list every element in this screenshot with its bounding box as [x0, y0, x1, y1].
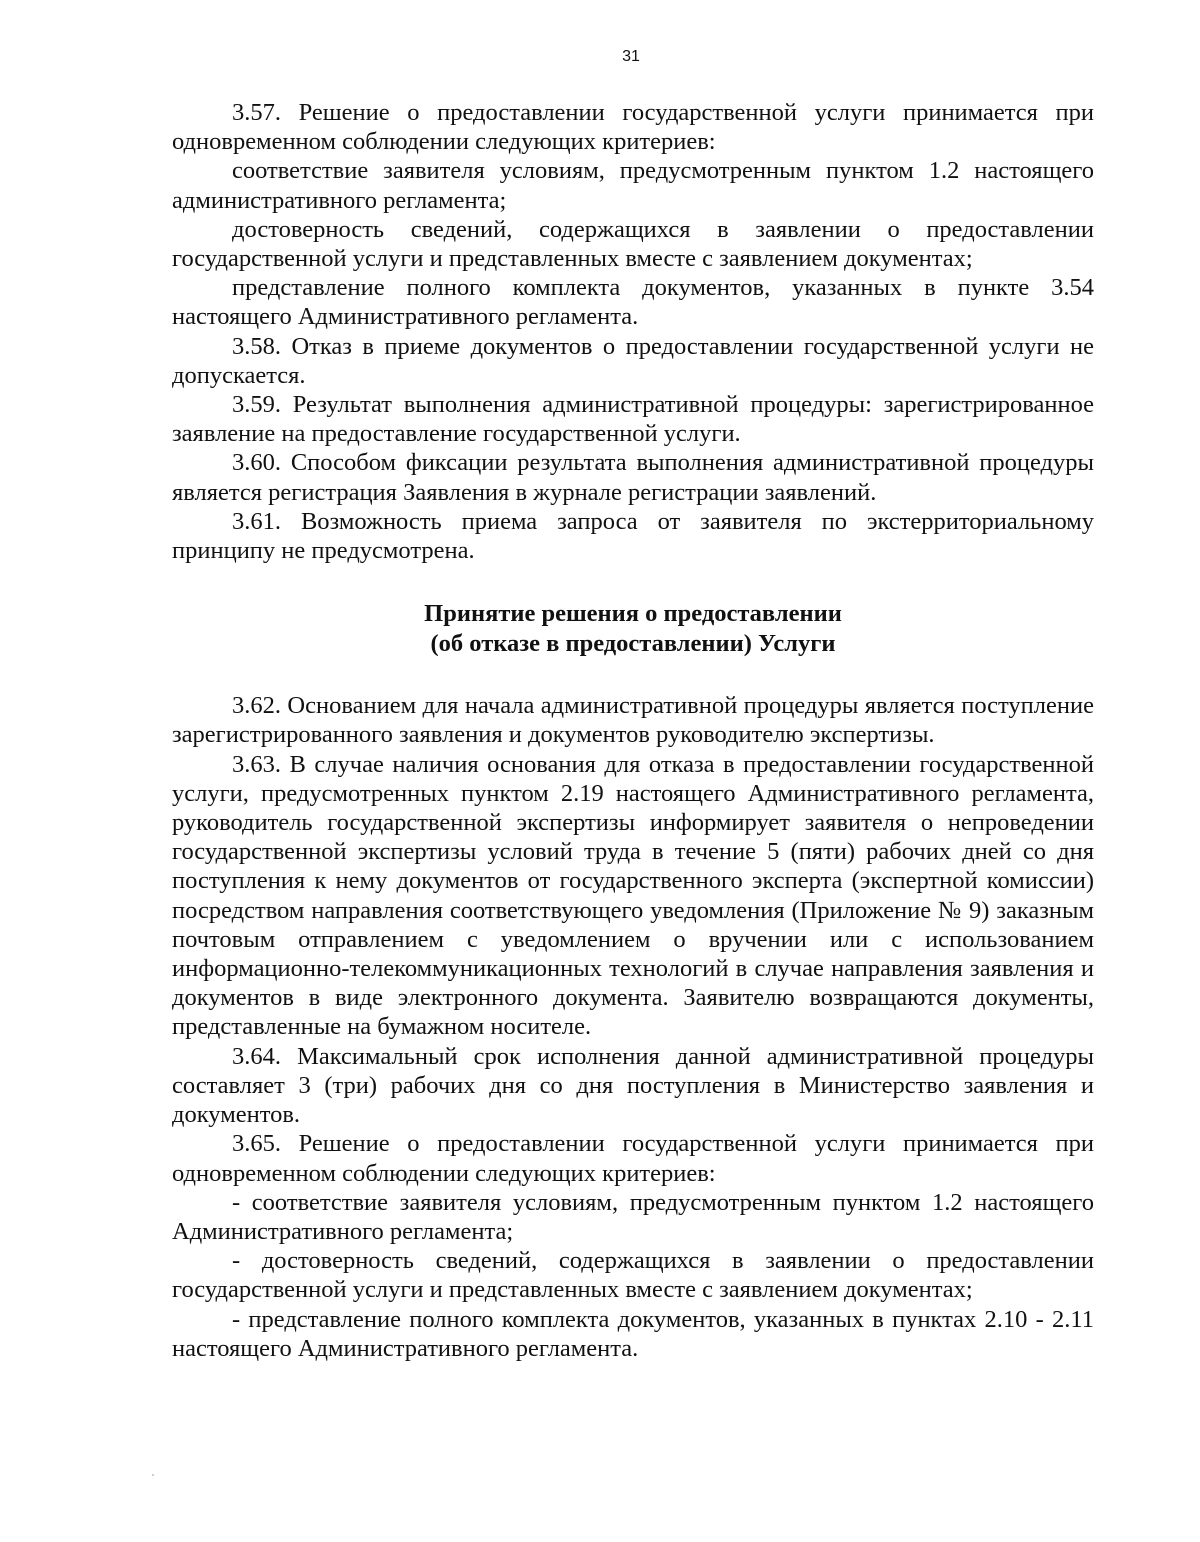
- paragraph-3-62: 3.62. Основанием для начала административной процедуры является поступление зарегистрированного заявления и документов руководителю экспертизы.: [172, 692, 1094, 749]
- scan-speck: [152, 1474, 154, 1476]
- section-heading: [172, 599, 1094, 659]
- page-number: 31: [622, 48, 640, 65]
- criterion-item-completeness: - представление полного комплекта документов, указанных в пунктах 2.10 - 2.11 настоящего Административного регламента.: [172, 1305, 1094, 1362]
- paragraph-3-61: 3.61. Возможность приема запроса от заявителя по экстерриториальному принципу не предусмотрена.: [172, 507, 1094, 565]
- criterion-item-reliability: - достоверность сведений, содержащихся в заявлении о предоставлении государственной услуги и представленных вместе с заявлением документах;: [172, 1247, 1094, 1304]
- criterion-item-conformity: - соответствие заявителя условиям, предусмотренным пунктом 1.2 настоящего Административного регламента;: [172, 1188, 1094, 1245]
- criterion-conformity: соответствие заявителя условиям, предусмотренным пунктом 1.2 настоящего административного регламента;: [172, 157, 1094, 214]
- paragraph-3-59: 3.59. Результат выполнения административной процедуры: зарегистрированное заявление на предоставление государственной услуги.: [172, 391, 1094, 448]
- criterion-reliability: достоверность сведений, содержащихся в заявлении о предоставлении государственной услуги и представленных вместе с заявлением документах;: [172, 215, 1094, 273]
- paragraph-3-63: 3.63. В случае наличия основания для отказа в предоставлении государственной услуги, предусмотренных пунктом 2.19 настоящего Административного регламента, руководитель государственной экспертизы информирует заявителя о непроведении государственной экспертизы условий труда в течение 5 (пяти) рабочих дней со дня поступления к нему документов от государственного эксперта (экспертной комиссии) посредством направления соответствующего уведомления (Приложение № 9) заказным почтовым отправлением с уведомлением о вручении или с использованием информационно-телекоммуникационных технологий в случае направления заявления и документов в виде электронного документа. Заявителю возвращаются документы, представленные на бумажном носителе.: [172, 750, 1094, 1041]
- section-heading-line-1: Принятие решения о предоставлении: [424, 600, 842, 628]
- paragraph-3-60: 3.60. Способом фиксации результата выполнения административной процедуры является регистрация Заявления в журнале регистрации заявлений.: [172, 449, 1094, 506]
- paragraph-3-65: 3.65. Решение о предоставлении государственной услуги принимается при одновременном соблюдении следующих критериев:: [172, 1130, 1094, 1187]
- paragraph-3-57: 3.57. Решение о предоставлении государственной услуги принимается при одновременном соблюдении следующих критериев:: [172, 99, 1094, 156]
- criterion-completeness: представление полного комплекта документов, указанных в пункте 3.54 настоящего Административного регламента.: [172, 274, 1094, 331]
- document-body: [172, 98, 1094, 1363]
- paragraph-3-64: 3.64. Максимальный срок исполнения данной административной процедуры составляет 3 (три) рабочих дня со дня поступления в Министерство заявления и документов.: [172, 1042, 1094, 1129]
- paragraph-3-58: 3.58. Отказ в приеме документов о предоставлении государственной услуги не допускается.: [172, 332, 1094, 389]
- section-heading-line-2: (об отказе в предоставлении) Услуги: [430, 630, 836, 658]
